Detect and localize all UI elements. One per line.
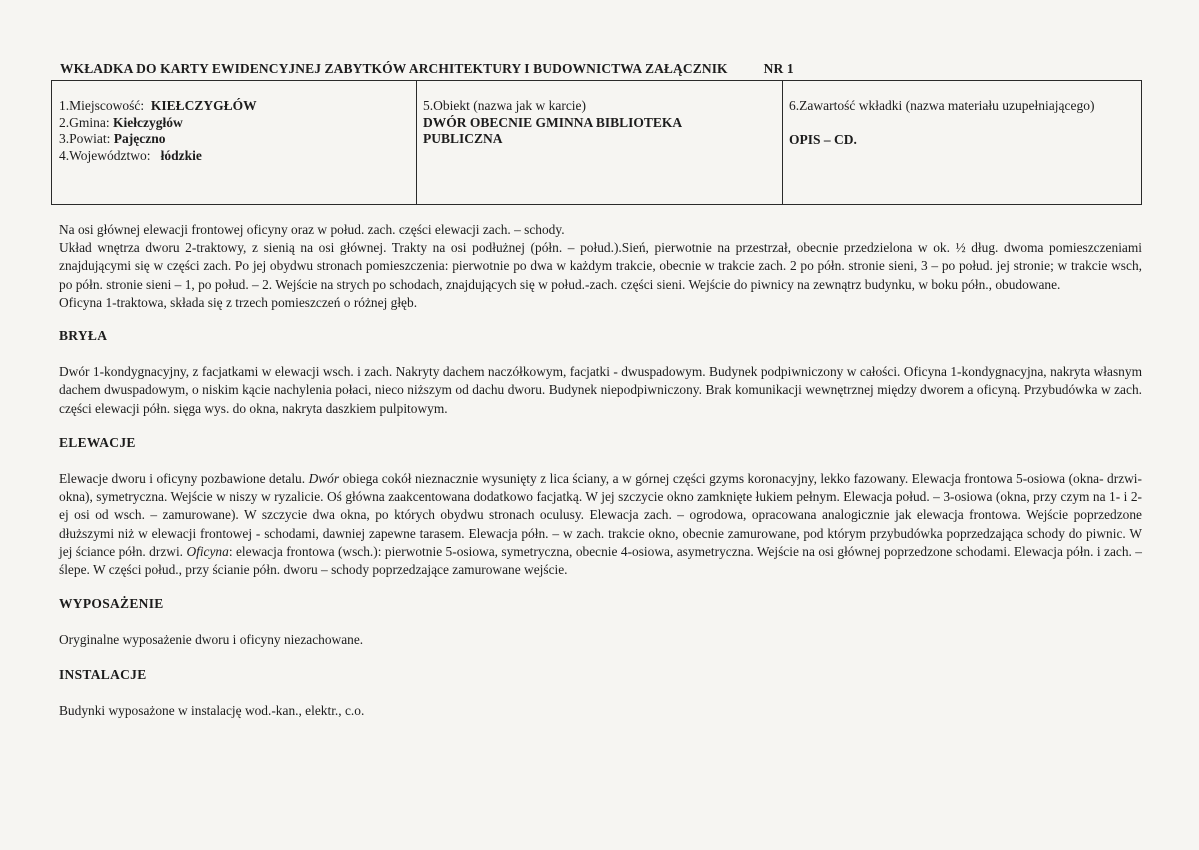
header-title: WKŁADKA DO KARTY EWIDENCYJNEJ ZABYTKÓW ARCHITEKTURY I BUDOWNICTWA ZAŁĄCZNIK (60, 61, 728, 76)
commune-line (59, 115, 416, 132)
locality-line (59, 98, 416, 115)
object-cell (417, 81, 783, 204)
object-value-line1: DWÓR OBECNIE GMINNA BIBLIOTEKA (423, 114, 683, 130)
contents-value: OPIS – CD. (789, 131, 857, 147)
paragraph-bryla: Dwór 1-kondygnacyjny, z facjatkami w elewacji wsch. i zach. Nakryty dachem naczółkowym, facjatki - dwuspadowym. Budynek podpiwniczony w całości. Oficyna 1-kondygnacyjna, nakryta własnym dachem dwuspadowym, o niskim kącie nachylenia połaci, nieco niższym od dachu dworu. Budynek niepodpiwniczony. Brak komunikacji wewnętrznej między dworem a oficyną. Przybudówka w zach. części elewacji półn. sięga wys. do okna, nakryta daszkiem pulpitowym. (59, 364, 1142, 416)
document-header (60, 61, 794, 77)
object-label: 5.Obiekt (nazwa jak w karcie) (423, 98, 587, 113)
section-heading-bryla: BRYŁA (59, 328, 108, 344)
document-body (59, 221, 1142, 720)
voivodeship-label: 4.Województwo: (59, 147, 151, 163)
contents-cell (783, 81, 1141, 204)
voivodeship-line (59, 148, 416, 165)
county-label: 3.Powiat: (59, 131, 111, 146)
paragraph-elewacje (59, 470, 1142, 579)
location-cell (52, 81, 417, 204)
locality-label: 1.Miejscowość: (59, 98, 145, 113)
attachment-number: NR 1 (763, 61, 794, 76)
object-value-line2: PUBLICZNA (423, 131, 503, 146)
elewacje-text-3: : elewacja frontowa (wsch.): pierwotnie 5-osiowa, symetryczna, obecnie 4-osiowa, asymetryczna. Wejście na osi głównej poprzedzone schodami. Elewacja półn. i zach. – ślepe. W części połud., przy ścianie półn. dworu – schody poprzedzające zamurowane wejście. (59, 543, 1143, 578)
elewacje-italic-dwor: Dwór (308, 471, 340, 487)
elewacje-text-1: Elewacje dworu i oficyny pozbawione detalu. (59, 471, 309, 487)
contents-label: 6.Zawartość wkładki (nazwa materiału uzupełniającego) (789, 98, 1095, 113)
card-info-table (51, 80, 1142, 205)
section-heading-elewacje: ELEWACJE (59, 434, 136, 450)
locality-value: KIEŁCZYGŁÓW (150, 98, 257, 113)
commune-value: Kiełczygłów (113, 114, 183, 130)
elewacje-italic-oficyna: Oficyna (186, 543, 229, 559)
county-value: Pajęczno (113, 131, 166, 146)
paragraph-uklad: Układ wnętrza dworu 2-traktowy, z sienią na osi głównej. Trakty na osi podłużnej (półn. – połud.).Sień, pierwotnie na przestrzał, obecnie przedzielona w ok. ½ dług. dwoma pomieszczeniami znajdującymi się w części zach. Po jej obydwu stronach pomieszczenia: pierwotnie po dwa w każdym trakcie, obecnie w trakcie zach. 2 po półn. stronie sieni, 3 – po połud. jej stronie; w trakcie wsch, po półn. stronie sieni – 1, po połud. – 2. Wejście na strych po schodach, znajdujących się w połud.-zach. części sieni. Wejście do piwnicy na zewnątrz budynku, w boku półn., obudowane. (59, 240, 1142, 292)
paragraph-oficyna: Oficyna 1-traktowa, składa się z trzech pomieszczeń o różnej głęb. (59, 294, 418, 310)
paragraph-schody: Na osi głównej elewacji frontowej oficyny oraz w połud. zach. części elewacji zach. – schody. (59, 222, 565, 237)
section-heading-wyposazenie: WYPOSAŻENIE (59, 596, 164, 612)
paragraph-instalacje: Budynki wyposażone w instalację wod.-kan., elektr., c.o. (59, 702, 365, 718)
commune-label: 2.Gmina: (59, 114, 110, 130)
county-line (59, 131, 416, 148)
elewacje-text-2: obiega cokół nieznacznie wysunięty z lica ściany, a w górnej części gzyms koronacyjny, lekko fazowany. Elewacja frontowa 5-osiowa (okna- drzwi-okna), symetryczna. Wejście w niszy w ryzalicie. Oś główna zaakcentowana dodatkowo facjatką. W jej szczycie okno zamknięte łukiem pełnym. Elewacja połud. – 3-osiowa (okna, przy czym na 1- i 2-ej osi od wsch. – zamurowane). W szczycie dwa okna, po których obydwu stronach oculusy. Elewacja zach. – ogrodowa, opracowana analogicznie jak elewacja frontowa. Wejście poprzedzone dłuższymi niż w elewacji frontowej - schodami, dawniej zapewne tarasem. Elewacja półn. – w zach. trakcie okno, obecnie zamurowane, pod którym przybudówka poprzedzająca schody do piwnic. W jej ściance półn. drzwi. (59, 471, 1142, 559)
voivodeship-value: łódzkie (160, 147, 202, 163)
section-heading-instalacje: INSTALACJE (59, 666, 147, 682)
paragraph-wyposazenie: Oryginalne wyposażenie dworu i oficyny niezachowane. (59, 632, 364, 648)
